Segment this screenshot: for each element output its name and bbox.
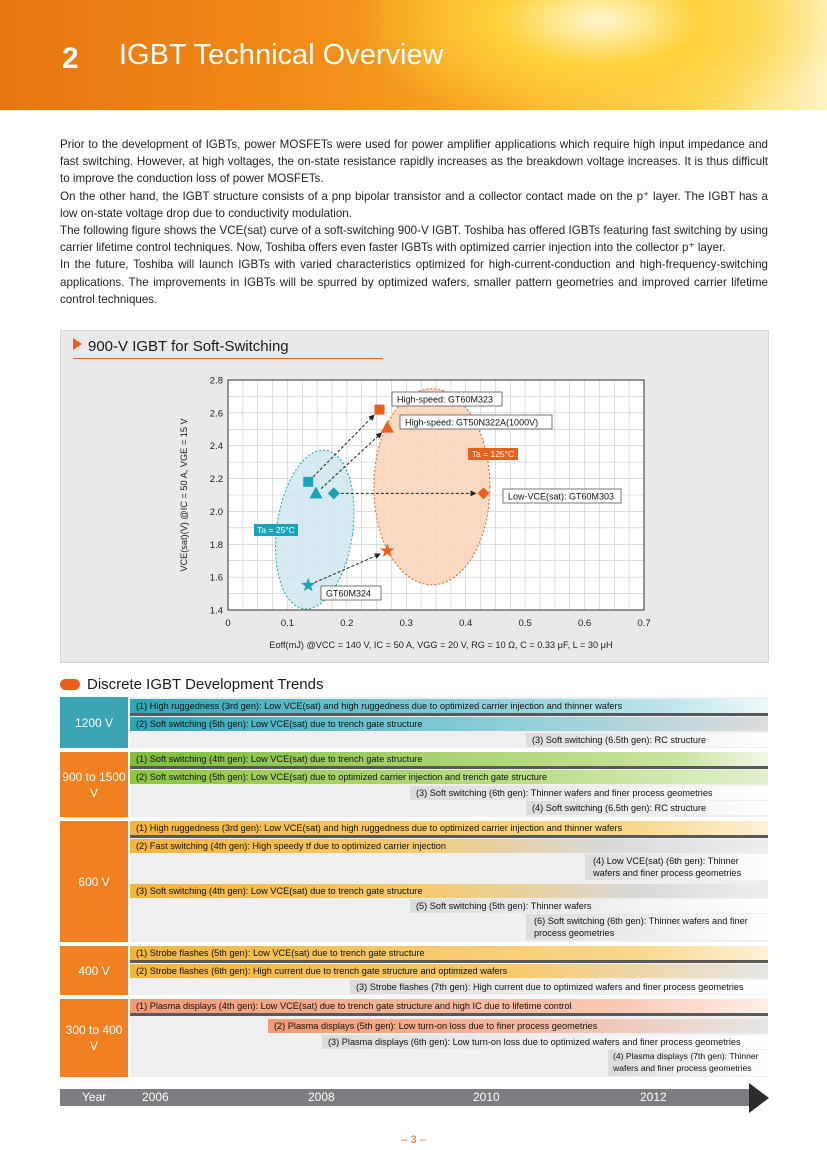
voltage-label: 600 V xyxy=(60,821,128,942)
trend-bar: (2) Plasma displays (5th gen): Low turn-on loss due to finer process geometries xyxy=(268,1019,768,1033)
trend-separator xyxy=(130,713,768,716)
trend-bar: (2) Fast switching (4th gen): High speedy tf due to optimized carrier injection xyxy=(130,839,768,853)
y-tick-label: 2.2 xyxy=(209,474,223,486)
trend-bar: (2) Soft switching (5th gen): Low VCE(sat) due to trench gate structure xyxy=(130,717,768,731)
intro-paragraph: Prior to the development of IGBTs, power MOSFETs were used for power amplifier applications which require high input impedance and fast switching. However, at high voltages, the on-state resistance rapidly increases as the breakdown voltage increases. It is thus difficult to improve the conduction loss of power MOSFETs. xyxy=(60,138,768,186)
intro-paragraph: The following figure shows the VCE(sat) curve of a soft-switching 900-V IGBT. Toshiba has offered IGBTs featuring fast switching by using carrier lifetime control techniques. Now, Toshiba offers even faster IGBTs with optimized carrier injection into the collector p⁺ layer. xyxy=(60,224,768,255)
trend-bar: (1) Plasma displays (4th gen): Low VCE(sat) due to trench gate structure and high IC due to lifetime control xyxy=(130,999,768,1013)
page-number: – 3 – xyxy=(401,1134,426,1146)
trend-separator xyxy=(130,766,768,769)
data-point-square xyxy=(375,405,385,415)
section-number: 2 xyxy=(62,42,79,75)
x-tick-label: 0.4 xyxy=(459,618,473,629)
trend-bar: (3) Soft switching (4th gen): Low VCE(sat) due to trench gate structure xyxy=(130,884,768,898)
trend-group-400v xyxy=(60,946,768,995)
annotation-gt60m324: GT60M324 xyxy=(326,588,372,599)
trends-heading xyxy=(60,676,323,693)
y-tick-label: 2.4 xyxy=(209,441,223,453)
voltage-label: 400 V xyxy=(60,946,128,995)
trend-bar: (6) Soft switching (6th gen): Thinner wafers and finer process geometries xyxy=(526,914,768,940)
y-tick-label: 1.4 xyxy=(209,605,223,617)
pill-bullet-icon xyxy=(60,679,80,690)
y-tick-label: 2.8 xyxy=(209,375,223,387)
year-tick: 2010 xyxy=(473,1090,500,1104)
development-trends-timeline xyxy=(60,697,768,1107)
trend-separator xyxy=(130,835,768,838)
trend-bar: (1) High ruggedness (3rd gen): Low VCE(sat) and high ruggedness due to optimized carrier injection and thinner wafers xyxy=(130,699,768,713)
year-tick: 2012 xyxy=(640,1090,667,1104)
trend-bar: (2) Strobe flashes (6th gen): High current due to trench gate structure and optimized wafers xyxy=(130,964,768,978)
year-tick: 2008 xyxy=(308,1090,335,1104)
trend-bar: (3) Plasma displays (6th gen): Low turn-on loss due to optimized wafers and finer process geometries xyxy=(322,1035,768,1049)
trend-bar: (1) Strobe flashes (5th gen): Low VCE(sat) due to trench gate structure xyxy=(130,946,768,960)
y-tick-label: 2.6 xyxy=(209,408,223,420)
year-arrow-icon xyxy=(749,1083,769,1113)
x-tick-label: 0.6 xyxy=(577,618,592,629)
annotation-gt50n322a: High-speed: GT50N322A(1000V) xyxy=(405,417,539,428)
badge-ta25: Ta = 25°C xyxy=(257,525,295,536)
trend-bar: (3) Soft switching (6th gen): Thinner wafers and finer process geometries xyxy=(410,786,768,800)
y-tick-label: 1.6 xyxy=(209,572,223,584)
intro-paragraph: On the other hand, the IGBT structure consists of a pnp bipolar transistor and a collector contact made on the p⁺ layer. The IGBT has a low on-state voltage drop due to conductivity modulation. xyxy=(60,189,768,220)
trend-bar: (5) Soft switching (5th gen): Thinner wafers xyxy=(410,899,768,913)
trend-bar: (1) Soft switching (4th gen): Low VCE(sat) due to trench gate structure xyxy=(130,752,768,766)
trend-bar: (4) Soft switching (6.5th gen): RC structure xyxy=(526,801,768,815)
x-axis-label: Eoff(mJ) @VCC = 140 V, IC = 50 A, VGG = 20 V, RG = 10 Ω, C = 0.33 μF, L = 30 μH xyxy=(269,640,613,650)
year-tick: 2006 xyxy=(142,1090,169,1104)
trend-group-1200v xyxy=(60,697,768,748)
trend-separator xyxy=(130,960,768,963)
annotation-gt60m303: Low-VCE(sat): GT60M303 xyxy=(508,491,615,502)
voltage-label: 1200 V xyxy=(60,697,128,748)
intro-paragraph: In the future, Toshiba will launch IGBTs with varied characteristics optimized for high-current-conduction and high-frequency-switching applications. The improvements in IGBTs will be spurred by optimized wafers, smaller pattern geometries and improved carrier lifetime control techniques. xyxy=(60,258,768,306)
trend-bar: (3) Strobe flashes (7th gen): High current due to optimized wafers and finer process geometries xyxy=(350,980,768,994)
trend-group-300-400v xyxy=(60,999,768,1077)
y-tick-label: 2.0 xyxy=(209,506,223,518)
year-axis-label: Year xyxy=(82,1090,107,1104)
voltage-label: 900 to 1500 V xyxy=(60,752,128,817)
trends-heading-text: Discrete IGBT Development Trends xyxy=(87,676,324,693)
intro-text xyxy=(60,136,768,308)
annotation-gt60m323: High-speed: GT60M323 xyxy=(397,394,494,405)
x-tick-label: 0.7 xyxy=(637,618,651,629)
voltage-label: 300 to 400 V xyxy=(60,999,128,1077)
y-tick-label: 1.8 xyxy=(209,539,223,551)
trend-bar: (4) Low VCE(sat) (6th gen): Thinner wafers and finer process geometries xyxy=(585,854,768,880)
page-title: IGBT Technical Overview xyxy=(119,39,444,71)
chart-panel xyxy=(60,330,769,663)
data-point-square xyxy=(303,477,313,487)
header-banner xyxy=(0,0,827,110)
trend-bar: (1) High ruggedness (3rd gen): Low VCE(sat) and high ruggedness due to optimized carrier injection and thinner wafers xyxy=(130,821,768,835)
vcesat-scatter-chart xyxy=(61,331,768,662)
year-axis xyxy=(60,1089,750,1106)
trend-bar: (2) Soft switching (5th gen): Low VCE(sat) due to optimized carrier injection and trench gate structure xyxy=(130,770,768,784)
badge-ta125: Ta = 125°C xyxy=(471,449,515,460)
x-tick-label: 0 xyxy=(225,618,231,629)
trend-bar: (3) Soft switching (6.5th gen): RC structure xyxy=(526,733,768,747)
trend-group-900-1500v xyxy=(60,752,768,817)
trend-group-600v xyxy=(60,821,768,942)
trend-separator xyxy=(130,1013,768,1016)
x-tick-label: 0.5 xyxy=(518,618,532,629)
trend-bar: (4) Plasma displays (7th gen): Thinner wafers and finer process geometries xyxy=(608,1050,768,1076)
chart-heading-text: 900-V IGBT for Soft-Switching xyxy=(88,338,289,355)
x-tick-label: 0.2 xyxy=(340,618,354,629)
y-axis-label: VCE(sat)(V) @IC = 50 A, VGE = 15 V xyxy=(179,418,189,572)
x-tick-label: 0.3 xyxy=(399,618,413,629)
x-tick-label: 0.1 xyxy=(280,618,295,629)
